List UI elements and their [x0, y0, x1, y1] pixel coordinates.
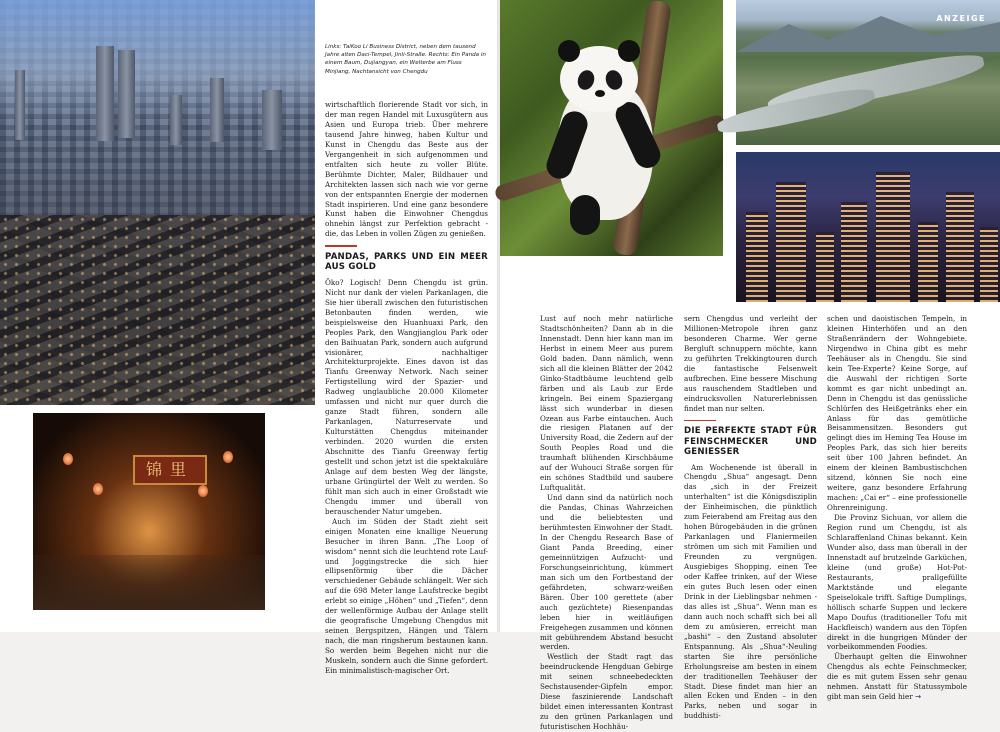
- paragraph: Auch im Süden der Stadt zieht seit einigen Monaten eine knallige Neuerung Besucher in ihren Bann. „The Loop of wisdom“ nennt sich die leuchtend rote Lauf- und Joggingstrecke die sich hier ellipsenförmig über die Dächer verschiedener Gebäude schlängelt. Wer sich auf die 698 Meter lange Laufstrecke begibt erlebt so einige „Höhen“ und „Tiefen“, denn der wellenförmige Aufbau der Anlage stellt die geografische Umgebung Chengdus mit seinen Bergspitzen, Hängen und Tälern nach, die man ringsherum bestaunen kann. So werden beim Begehen nicht nur die Muskeln, sondern auch die Sinne gefordert. Ein minimalistisch-magischer Ort.: [325, 516, 488, 676]
- paragraph: wirtschaftlich florierende Stadt vor sich, in der man regen Handel mit Luxusgütern aus Asien und Europa trieb. Über mehrere tausend Jahre hinweg, haben Kultur und Kunst in Chengdu das Beste aus der Vergangenheit in sich aufgenommen und entfalten sich heute zu voller Blüte. Berühmte Dichter, Maler, Bildhauer und Architekten lassen sich nach wie vor gerne von der entspannten Energie der modernen Stadt inspirieren. Und eine ganz besondere Kunst haben die Einwohner Chengdus ohnehin längst zur Perfektion gebracht - die, das Leben in vollen Zügen zu genießen.: [325, 100, 488, 239]
- paragraph: Überhaupt gelten die Einwohner Chengdus als echte Feinschmecker, die es mit gutem Essen sehr genau nehmen. Anstatt für Statussymbole gibt man sein Geld hier →: [827, 652, 967, 702]
- continue-arrow-icon: →: [914, 692, 921, 702]
- gate-sign: 锦里: [133, 455, 207, 485]
- advertisement-label: ANZEIGE: [936, 14, 986, 23]
- left-page: [0, 0, 497, 676]
- panda-photo: [500, 0, 723, 256]
- section-heading: DIE PERFEKTE STADT FÜR FEINSCHMECKER UND GENIESSER: [684, 420, 817, 458]
- article-column-4: [827, 314, 967, 702]
- paragraph: Öko? Logisch! Denn Chengdu ist grün. Nicht nur dank der vielen Parkanlagen, die Sie hier überall zwischen den futuristischen Betonbauten finden werden, wie beispielsweise den Huanhuaxi Park, den Peoples Park, den Wangjianglou Park oder den Baihuatan Park, sondern auch aufgrund visionärer, nachhaltiger Architekturprojekte. Eines davon ist das Tianfu Greenway Network. Nach seiner Fertigstellung wird der Spazier- und Radweg unglaubliche 20.000 Kilometer umfassen und nicht nur quer durch die ganze Stadt führen, sondern alle Parkanlagen, Naturreservate und Kulturstätten Chengdus miteinander verbinden. 2020 wurden die ersten Abschnitte des Tianfu Greenway fertig gestellt und schon jetzt ist die spektakuläre Anlage auf dem besten Weg der längste, urbane Grüngürtel der Welt zu werden. So fühlt man sich auch in einer Großstadt wie Chengdu immer und überall von berauschender Natur umgeben.: [325, 277, 488, 516]
- dujiangyan-river-photo: [736, 0, 1000, 145]
- article-column-1: [325, 100, 488, 676]
- paragraph: Lust auf noch mehr natürliche Stadtschönheiten? Dann ab in die Innenstadt. Denn hier kann man im Herbst in einem Meer aus purem Gold baden. Dann nämlich, wenn sich all die kleinen Blätter der 2042 Ginko-Stadtbäume leuchtend gelb färben und als Laub zur Erde kringeln. Bei einem Spaziergang lässt sich wunderbar in diesen Ozean aus Farbe eintauchen. Auch die riesigen Platanen auf der University Road, die Zedern auf der South Peoples Road und die traumhaft blühenden Kirschbäume auf der Wuhouci Straße sorgen für ein schönes Stadtbild und saubere Luftqualität.: [540, 314, 673, 493]
- chengdu-night-photo: [736, 152, 1000, 302]
- paragraph: schen und daoistischen Tempeln, in kleinen Hinterhöfen und an den Straßenrändern der Wohngebiete. Nirgendwo in China gibt es mehr Teehäuser als in Chengdu. Sie sind kein Tee-Experte? Keine Sorge, auf die Auswahl der richtigen Sorte kommt es gar nicht unbedingt an. Denn in Chengdu ist das genüssliche Schlürfen des Heißgetränks eher ein Anlass für das gemütliche Beisammensitzen. Besonders gut gelingt dies im Heming Tea House im Peoples Park, das sich hier bereits seit über 100 Jahren befindet. An einem der kleinen Bambustischchen sitzend, können Sie noch eine weitere, ganz besondere Erfahrung machen: „Cai er“ – eine professionelle Ohrenreinigung.: [827, 314, 967, 513]
- paragraph: sern Chengdus und verleiht der Millionen-Metropole ihren ganz besonderen Charme. Wer gerne Bergluft schnuppern möchte, kann zu geführten Trekkingtouren durch die fantastische Felsenwelt aufbrechen. Eine bessere Mischung aus rauschendem Stadtleben und eindrucksvollen Naturerlebnissen findet man nur selten.: [684, 314, 817, 413]
- article-column-2: [540, 314, 673, 732]
- city-skyline-photo: [0, 0, 315, 405]
- paragraph: Und dann sind da natürlich noch die Pandas, Chinas Wahrzeichen und die beliebtesten und berühmtesten Einwohner der Stadt. In der Chengdu Research Base of Giant Panda Breeding, einer gemeinnützigen Aufzucht- und Forschungseinrichtung, kümmert man sich um den Fortbestand der gefährdeten, schwarz-weißen Bären. Über 100 gerettete (aber auch gezüchtete) Riesenpandas leben hier in weitläufigen Freigehegen zusammen und können mit gebührendem Abstand besucht werden.: [540, 493, 673, 652]
- paragraph: Die Provinz Sichuan, vor allem die Region rund um Chengdu, ist als Schlaraffenland Chinas bekannt. Kein Wunder also, dass man überall in der Innenstadt auf brutzelnde Garküchen, kleine (und große) Hot-Pot-Restaurants, prallgefüllte Marktstände und elegante Speiselokale trifft. Saftige Dumplings, höllisch scharfe Suppen und leckere Mapo Doufus (traditioneller Tofu mit Hackfleisch) wandern aus den Töpfen direkt in die hungrigen Münder der vorbeikommenden Foodies.: [827, 513, 967, 652]
- section-heading: PANDAS, PARKS UND EIN MEER AUS GOLD: [325, 245, 488, 273]
- photo-caption: Links: TaiKoo Li Business District, neben dem tausend Jahre alten Daci-Tempel, Jinli-Straße. Rechts: Ein Panda in einem Baum, Dujiangyan, ein Welterbe am Fluss Minjiang, Nachtansicht von Chengdu: [325, 44, 486, 75]
- jinli-gate-photo: [33, 413, 265, 610]
- paragraph: Am Wochenende ist überall in Chengdu „Shua“ angesagt. Denn das „sich in der Freizeit unterhalten“ ist die Königsdisziplin der Einheimischen, die pünktlich zum Feierabend am Freitag aus den hohen Bürogebäuden in die grünen Parkanlagen und Flaniermeilen strömen um sich mit Familien und Freunden zu vergnügen. Ausgiebiges Shopping, einen Tee oder Kaffee trinken, auf der Wiese ein gutes Buch lesen oder einen Drink in der Lieblingsbar nehmen - das alles ist „Shua“. Wenn man es dann auch noch schafft sich bei all dem zu amüsieren, erreicht man „bashi“ – den Zustand absoluter Entspannung. Als „Shua“-Neuling starten Sie ihre persönliche Erholungsreise am besten in einem der traditionellen Teehäuser der Stadt. Diese findet man hier an allen Ecken und Enden – in den Parks, neben und sogar in buddhisti-: [684, 462, 817, 721]
- paragraph: Westlich der Stadt ragt das beeindruckende Hengduan Gebirge mit seinen schneebedeckten Sechstausender-Gipfeln empor. Diese faszinierende Landschaft bildet einen interessanten Kontrast zu den grünen Parkanlagen und futuristischen Hochhäu-: [540, 652, 673, 732]
- article-column-3: [684, 314, 817, 721]
